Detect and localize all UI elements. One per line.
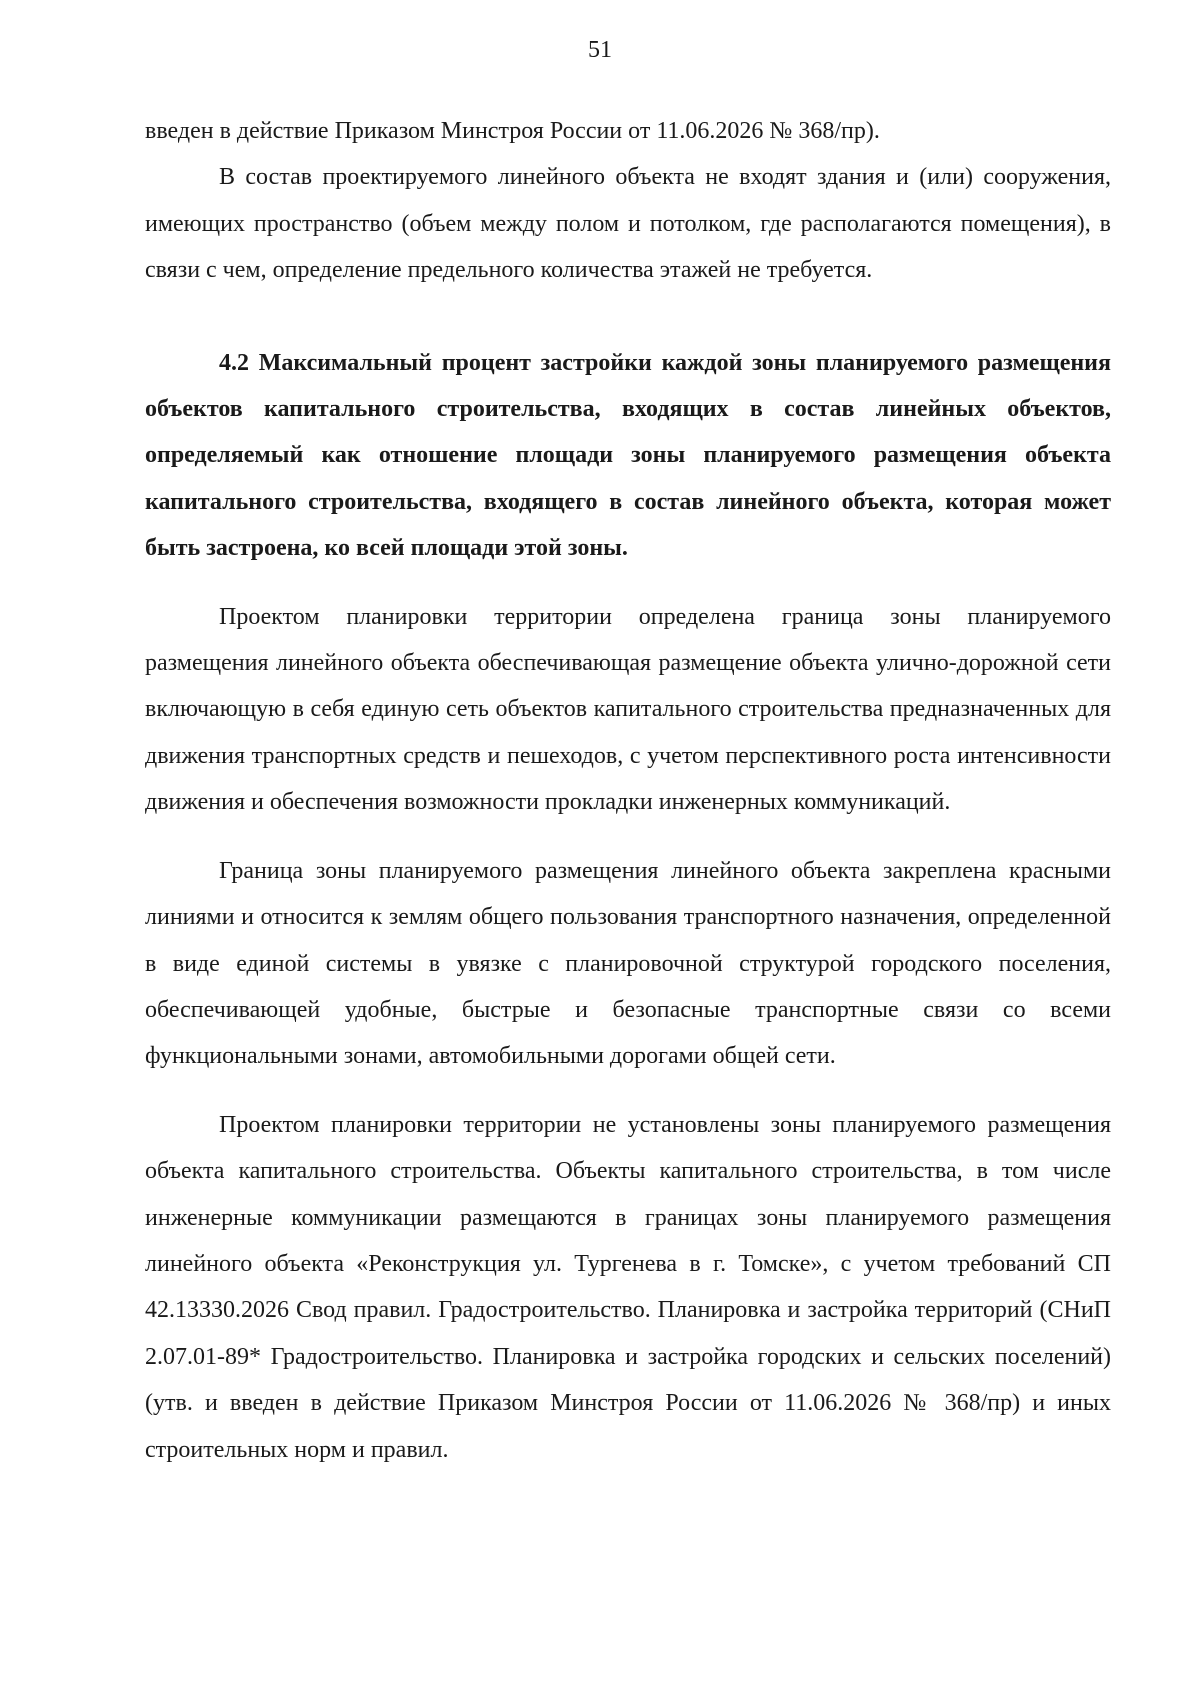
paragraph-floors: В состав проектируемого линейного объекта не входят здания и (или) сооружения, имеющих пространство (объем между полом и потолком, где располагаются помещения), в связи с чем, определение предельного количества этажей не требуется. — [145, 164, 1111, 284]
paragraph-continuation: введен в действие Приказом Минстроя России от 11.06.2026 № 368/пр). — [145, 118, 880, 144]
paragraph-zone-boundary: Проектом планировки территории определена граница зоны планируемого размещения линейного объекта обеспечивающая размещение объекта улично-дорожной сети включающую в себя единую сеть объектов капитального строительства предназначенных для движения транспортных средств и пешеходов, с учетом перспективного роста интенсивности движения и обеспечения возможности прокладки инженерных коммуникаций. — [145, 603, 1111, 816]
page-number: 51 — [588, 37, 612, 63]
paragraph-red-lines: Граница зоны планируемого размещения линейного объекта закреплена красными линиями и относится к землям общего пользования транспортного назначения, определенной в виде единой системы в увязке с планировочной структурой городского поселения, обеспечивающей удобные, быстрые и безопасные транспортные связи со всеми функциональными зонами, автомобильными дорогами общей сети. — [145, 857, 1111, 1070]
document-body — [145, 108, 1111, 1473]
paragraph-requirements: Проектом планировки территории не установлены зоны планируемого размещения объекта капитального строительства. Объекты капитального строительства, в том числе инженерные коммуникации размещаются в границах зоны планируемого размещения линейного объекта «Реконструкция ул. Тургенева в г. Томске», с учетом требований СП 42.13330.2026 Свод правил. Градостроительство. Планировка и застройка территорий (СНиП 2.07.01-89* Градостроительство. Планировка и застройка городских и сельских поселений) (утв. и введен в действие Приказом Минстроя России от 11.06.2026 № 368/пр) и иных строительных норм и правил. — [145, 1111, 1111, 1463]
section-heading: 4.2 Максимальный процент застройки каждой зоны планируемого размещения объектов капитального строительства, входящих в состав линейных объектов, определяемый как отношение площади зоны планируемого размещения объекта капитального строительства, входящего в состав линейного объекта, которая может быть застроена, ко всей площади этой зоны. — [145, 349, 1111, 562]
